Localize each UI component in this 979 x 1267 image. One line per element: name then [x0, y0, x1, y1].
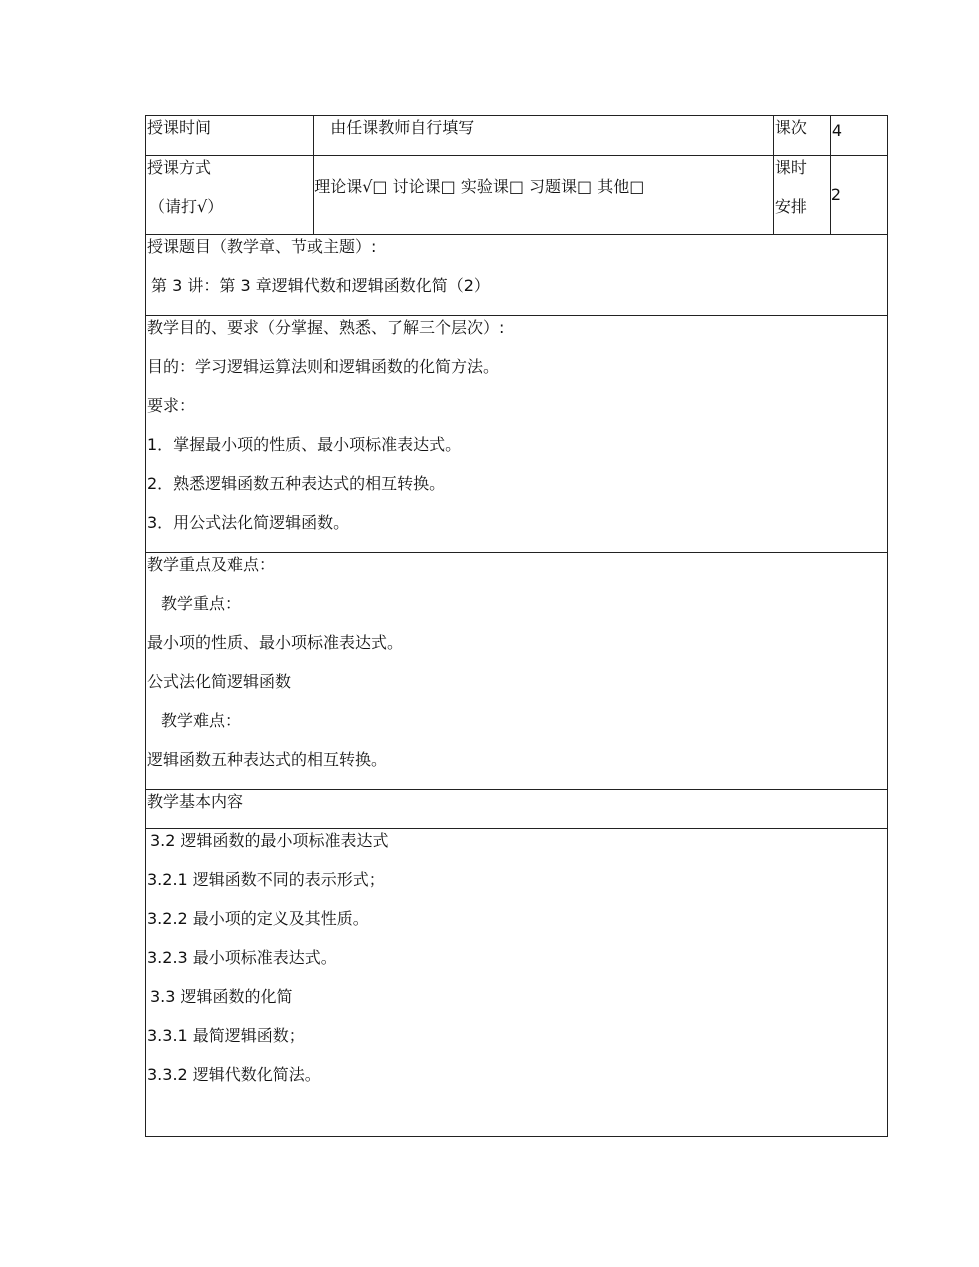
row-content [146, 829, 888, 1137]
focus-label: 教学重点： [161, 594, 242, 613]
keypoints-label: 教学重点及难点： [147, 555, 276, 574]
goals-item-2: 2．熟悉逻辑函数五种表达式的相互转换。 [147, 474, 446, 493]
row-topic [146, 235, 888, 316]
method-cell [146, 156, 314, 235]
hours-value: 2 [830, 156, 887, 235]
row-method [146, 156, 888, 235]
row-keypoints [146, 553, 888, 790]
topic-label: 授课题目（教学章、节或主题）: [147, 237, 377, 256]
row-goals [146, 316, 888, 553]
difficulty-item-1: 逻辑函数五种表达式的相互转换。 [147, 750, 388, 769]
goals-item-1: 1．掌握最小项的性质、最小项标准表达式。 [147, 435, 462, 454]
row-content-label [146, 790, 888, 829]
time-value: 由任课教师自行填写 [314, 116, 774, 156]
lesson-plan-form [145, 115, 888, 1137]
session-label: 课次 [773, 116, 830, 156]
hours-label-1: 课时 [774, 158, 807, 177]
goals-purpose: 目的：学习逻辑运算法则和逻辑函数的化简方法。 [147, 357, 500, 376]
method-note: （请打√） [149, 197, 224, 216]
content-item-4: 3.2.3 最小项标准表达式。 [147, 948, 337, 967]
hours-label-2: 安排 [774, 197, 807, 216]
time-label: 授课时间 [146, 116, 314, 156]
content-item-1: 3.2 逻辑函数的最小项标准表达式 [150, 831, 389, 850]
content-item-7: 3.3.2 逻辑代数化简法。 [147, 1065, 321, 1084]
goals-req-label: 要求： [147, 396, 196, 415]
method-label: 授课方式 [147, 158, 212, 177]
focus-item-1: 最小项的性质、最小项标准表达式。 [147, 633, 404, 652]
goals-item-3: 3．用公式法化简逻辑函数。 [147, 513, 350, 532]
goals-label: 教学目的、要求（分掌握、熟悉、了解三个层次）: [147, 318, 505, 337]
row-time [146, 116, 888, 156]
difficulty-label: 教学难点： [161, 711, 242, 730]
topic-value: 第 3 讲：第 3 章逻辑代数和逻辑函数化简（2） [151, 276, 490, 295]
content-item-5: 3.3 逻辑函数的化简 [150, 987, 293, 1006]
goals-cell [146, 316, 888, 553]
topic-cell [146, 235, 888, 316]
method-options: 理论课√□ 讨论课□ 实验课□ 习题课□ 其他□ [314, 156, 774, 235]
lesson-plan-table [145, 115, 888, 1137]
hours-label-cell [773, 156, 830, 235]
keypoints-cell [146, 553, 888, 790]
content-label: 教学基本内容 [146, 790, 888, 829]
content-cell [146, 829, 888, 1137]
content-item-3: 3.2.2 最小项的定义及其性质。 [147, 909, 369, 928]
session-value: 4 [830, 116, 887, 156]
focus-item-2: 公式法化简逻辑函数 [147, 672, 292, 691]
content-item-6: 3.3.1 最简逻辑函数； [147, 1026, 305, 1045]
content-item-2: 3.2.1 逻辑函数不同的表示形式； [147, 870, 385, 889]
